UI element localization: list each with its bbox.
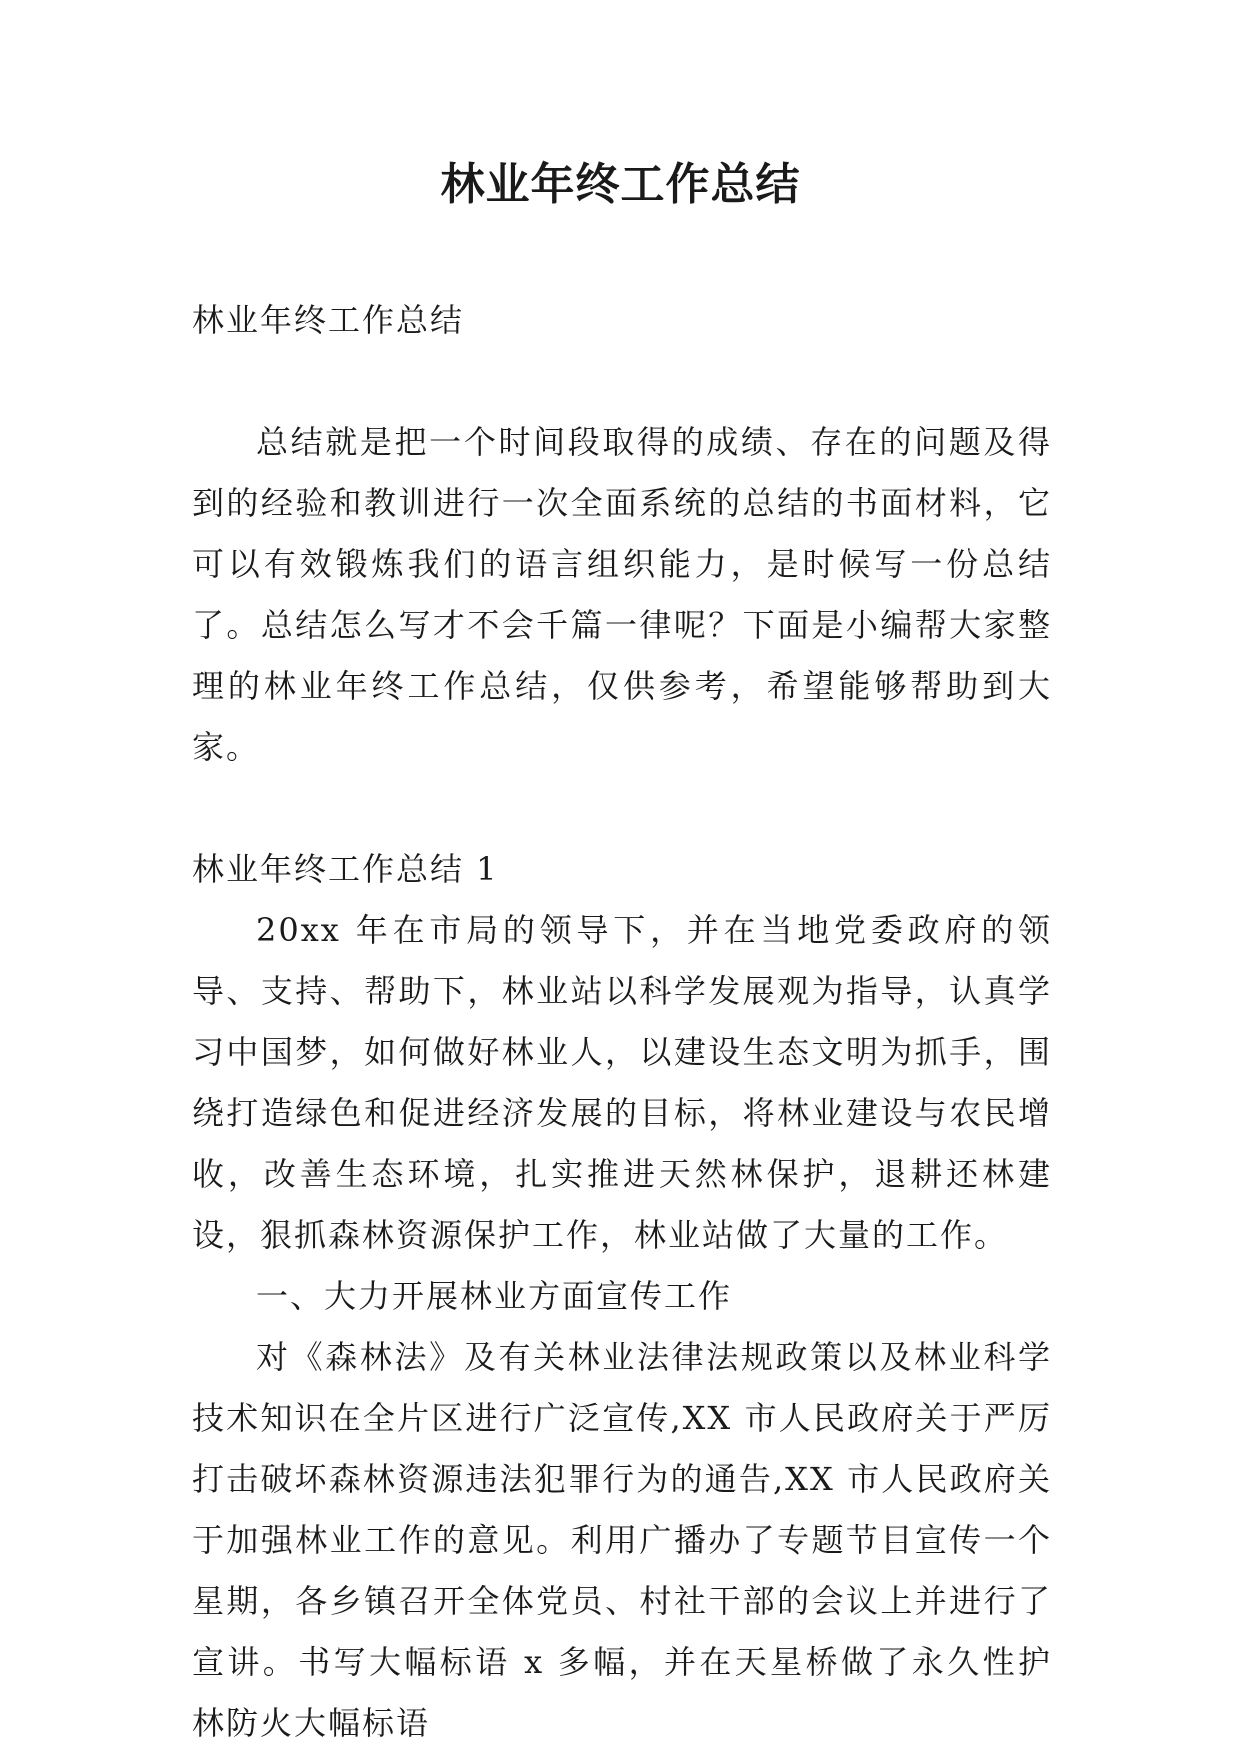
section-heading: 林业年终工作总结 1 [192,850,499,888]
document-subtitle: 林业年终工作总结 [192,301,465,339]
section-paragraph-2: 对《森林法》及有关林业法律法规政策以及林业科学技术知识在全片区进行广泛宣传,XX 市人民政府关于严厉打击破坏森林资源违法犯罪行为的通告,XX 市人民政府关于加强林业工作的意见。利用广播办了专题节目宣传一个星期，各乡镇召开全体党员、村社干部的会议上并进行了宣讲。书写大幅标语 x 多幅，并在天星桥做了永久性护林防火大幅标语 [192,1338,1052,1742]
document-body [192,290,1052,1754]
subsection-heading: 一、大力开展林业方面宣传工作 [256,1277,733,1315]
document-title: 林业年终工作总结 [440,159,801,210]
intro-paragraph: 总结就是把一个时间段取得的成绩、存在的问题及得到的经验和教训进行一次全面系统的总结的书面材料，它可以有效锻炼我们的语言组织能力，是时候写一份总结了。总结怎么写才不会千篇一律呢？下面是小编帮大家整理的林业年终工作总结，仅供参考，希望能够帮助到大家。 [192,423,1052,766]
section-paragraph: 20xx 年在市局的领导下，并在当地党委政府的领导、支持、帮助下，林业站以科学发展观为指导，认真学习中国梦，如何做好林业人，以建设生态文明为抓手，围绕打造绿色和促进经济发展的目标，将林业建设与农民增收，改善生态环境，扎实推进天然林保护，退耕还林建设，狠抓森林资源保护工作，林业站做了大量的工作。 [192,911,1052,1254]
